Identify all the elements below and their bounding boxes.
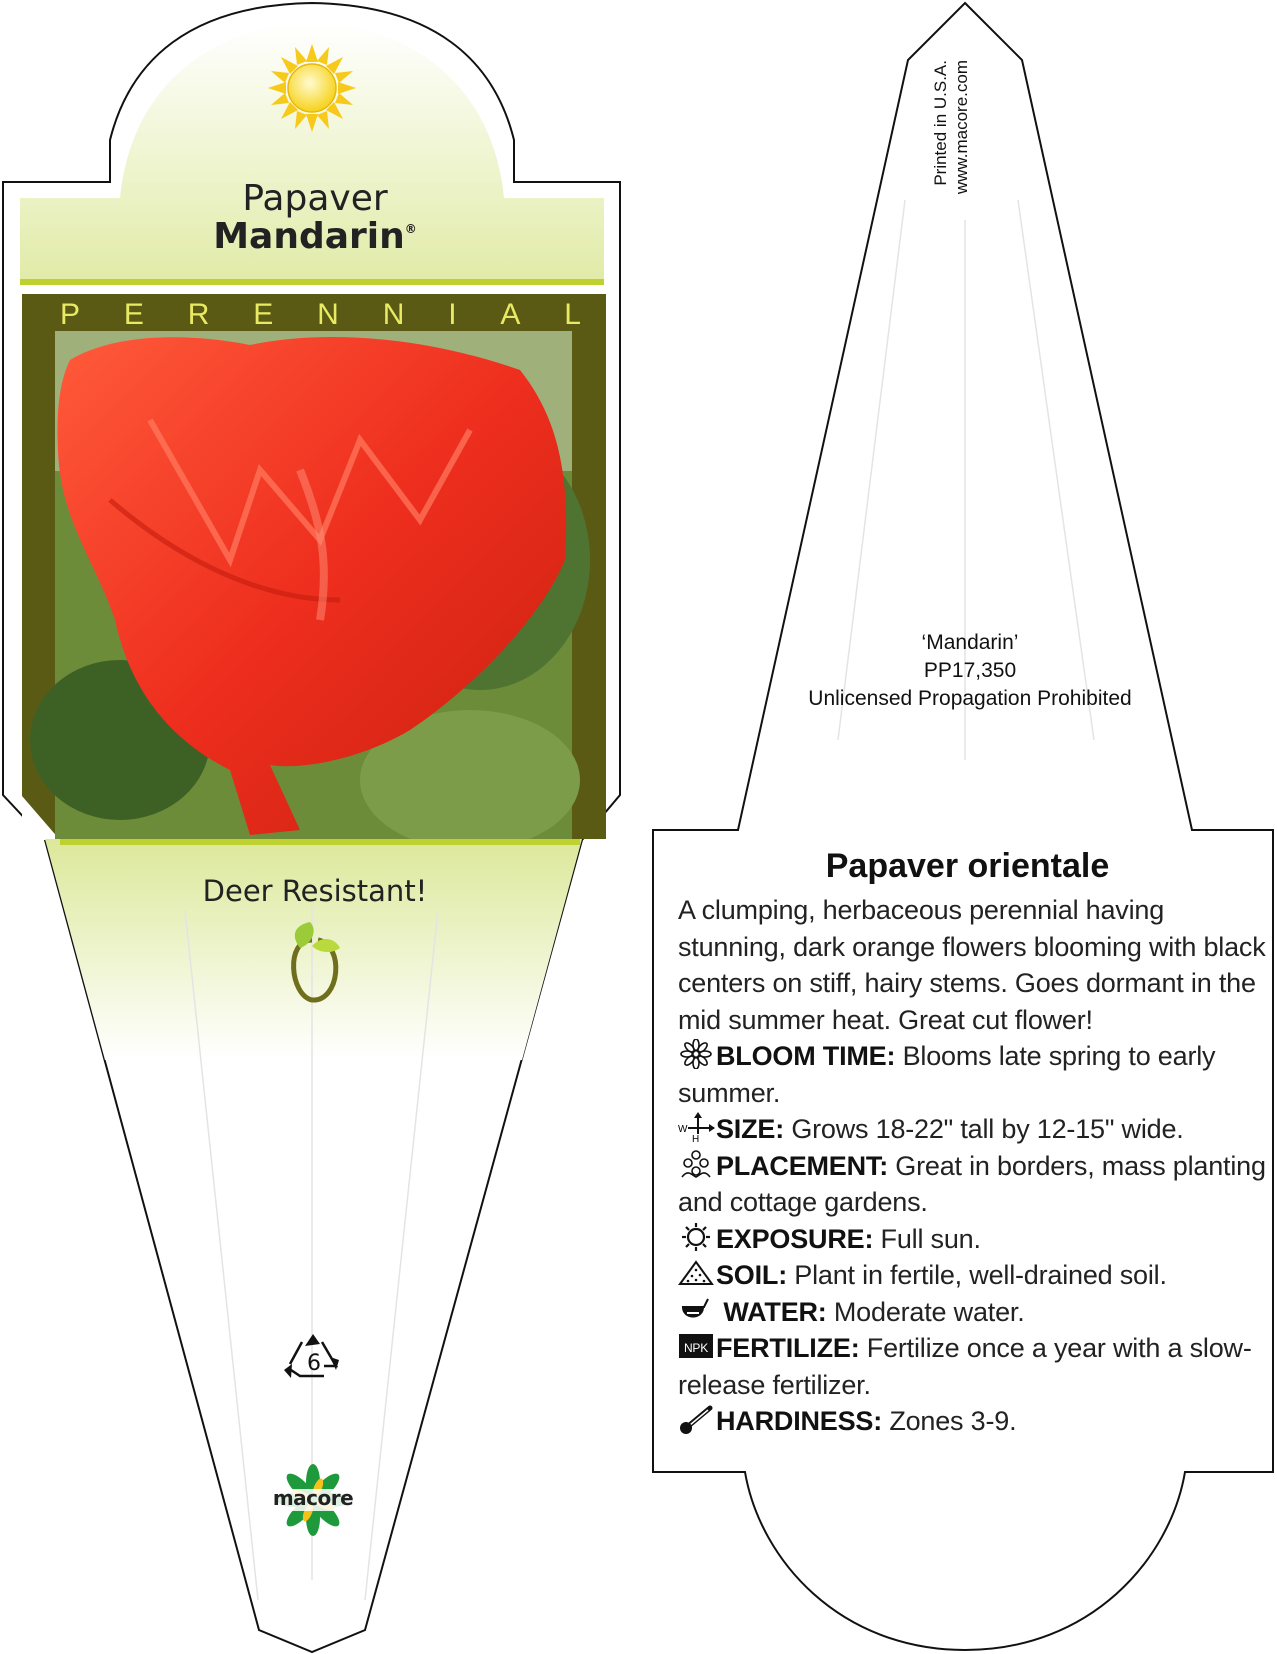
printer-url: www.macore.com <box>952 60 971 195</box>
exposure-row <box>678 1221 1268 1258</box>
front-footer-panel <box>45 839 582 1060</box>
flower-icon <box>678 1039 716 1065</box>
bloom-label: BLOOM TIME: <box>716 1041 896 1071</box>
patent-notice: Unlicensed Propagation Prohibited <box>808 687 1132 710</box>
printer-credit <box>930 60 972 210</box>
placement-label: PLACEMENT: <box>716 1150 888 1181</box>
fertilize-row <box>678 1330 1268 1403</box>
cultivar-name: Mandarin <box>213 216 405 257</box>
soil-label: SOIL: <box>716 1260 787 1290</box>
plant-cultivar <box>130 216 500 257</box>
water-label: WATER: <box>723 1296 827 1327</box>
size-text: Grows 18-22" tall by 12-15" wide. <box>784 1114 1184 1144</box>
care-details <box>678 892 1268 1440</box>
brand-name: macore <box>272 1486 354 1510</box>
patent-info <box>760 629 1180 713</box>
sun-icon <box>268 44 356 132</box>
soil-row <box>678 1257 1268 1294</box>
size-label: SIZE: <box>716 1114 785 1144</box>
category-letter: N <box>382 298 405 331</box>
hardiness-label: HARDINESS: <box>716 1406 883 1436</box>
feature-text: Deer Resistant! <box>202 874 428 908</box>
placement-icon <box>678 1149 716 1175</box>
trademark-symbol: ® <box>404 222 417 236</box>
hardiness-text: Zones 3-9. <box>882 1406 1017 1436</box>
hardiness-row <box>678 1403 1268 1440</box>
full-sun-icon <box>678 1222 716 1248</box>
category-letter: I <box>448 298 457 331</box>
water-row <box>678 1294 1268 1331</box>
soil-icon <box>678 1258 716 1284</box>
bloom-time-row <box>678 1038 1268 1111</box>
fertilize-label: FERTILIZE: <box>716 1333 860 1363</box>
category-letter: N <box>317 298 339 331</box>
water-text: Moderate water. <box>826 1296 1025 1327</box>
placement-row <box>678 1148 1268 1221</box>
category-perennial <box>22 298 607 332</box>
size-icon-h: H <box>692 1134 700 1142</box>
exposure-text: Full sun. <box>873 1223 981 1254</box>
category-letter: R <box>187 298 210 331</box>
npk-icon-text: NPK <box>683 1341 709 1355</box>
category-letter: E <box>123 298 144 331</box>
header-divider <box>20 279 604 285</box>
category-letter: P <box>60 298 81 331</box>
description: A clumping, herbaceous perennial having stunning, dark orange flowers blooming with black centers on stiff, hairy stems. Goes dormant in the mid summer heat. Great cut flower! <box>678 895 1266 1035</box>
thermometer-icon <box>678 1404 716 1430</box>
npk-icon <box>678 1331 716 1357</box>
patent-name: ‘Mandarin’ <box>921 631 1019 654</box>
size-icon <box>678 1112 716 1142</box>
flower-photo <box>30 331 590 850</box>
category-letter: A <box>500 298 521 331</box>
water-icon <box>678 1295 716 1321</box>
exposure-label: EXPOSURE: <box>716 1223 874 1254</box>
species-title: Papaver orientale <box>825 847 1110 885</box>
soil-text: Plant in fertile, well-drained soil. <box>787 1260 1167 1290</box>
fertilize-text: Fertilize once a year with a slow-release fertilizer. <box>678 1333 1252 1400</box>
placement-text: Great in borders, mass planting and cottage gardens. <box>678 1150 1266 1217</box>
recycle-code: 6 <box>307 1351 321 1376</box>
printed-in: Printed in U.S.A. <box>931 60 950 186</box>
patent-number: PP17,350 <box>923 659 1017 682</box>
plant-genus: Papaver <box>242 178 388 219</box>
category-letter: E <box>253 298 274 331</box>
category-letter: L <box>564 298 581 331</box>
size-icon-w: W <box>678 1124 688 1135</box>
footer-divider <box>60 839 580 845</box>
size-row <box>678 1111 1268 1148</box>
bloom-text: Blooms late spring to early summer. <box>678 1041 1216 1108</box>
